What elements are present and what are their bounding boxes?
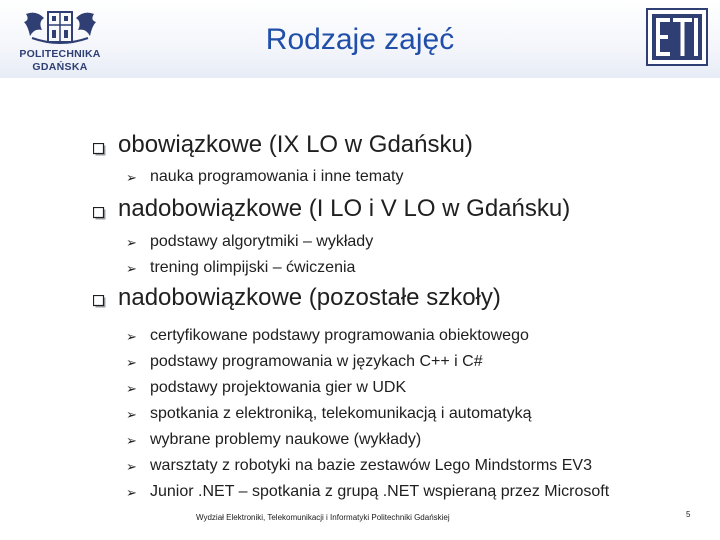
list-item: warsztaty z robotyki na bazie zestawów Lego Mindstorms EV3 [150, 457, 592, 474]
arrow-bullet-icon: ➢ [126, 381, 137, 396]
arrow-bullet-icon: ➢ [126, 459, 137, 474]
section-title: nadobowiązkowe (I LO i V LO w Gdańsku) [118, 195, 571, 222]
footer-text: Wydział Elektroniki, Telekomunikacji i Informatyki Politechniki Gdańskiej [196, 513, 450, 522]
arrow-bullet-icon: ➢ [126, 261, 137, 276]
arrow-bullet-icon: ➢ [126, 433, 137, 448]
checkbox-bullet-icon [93, 143, 106, 156]
list-item: spotkania z elektroniką, telekomunikacją i automatyką [150, 405, 532, 422]
list-item: podstawy algorytmiki – wykłady [150, 233, 374, 250]
logo-line-2: GDAŃSKA [32, 61, 88, 73]
list-item: Junior .NET – spotkania z grupą .NET wspieraną przez Microsoft [150, 483, 610, 500]
checkbox-bullet-icon [93, 295, 106, 308]
list-item: nauka programowania i inne tematy [150, 168, 404, 185]
list-item: podstawy projektowania gier w UDK [150, 379, 407, 396]
list-item: wybrane problemy naukowe (wykłady) [150, 431, 422, 448]
logo-line-1: POLITECHNIKA [19, 48, 101, 60]
list-item: podstawy programowania w językach C++ i C# [150, 353, 483, 370]
checkbox-bullet-icon [93, 207, 106, 220]
section-title: obowiązkowe (IX LO w Gdańsku) [118, 131, 473, 158]
list-item: certyfikowane podstawy programowania obiektowego [150, 327, 529, 344]
arrow-bullet-icon: ➢ [126, 407, 137, 422]
arrow-bullet-icon: ➢ [126, 485, 137, 500]
page-number: 5 [686, 510, 691, 519]
arrow-bullet-icon: ➢ [126, 170, 137, 185]
slide-title: Rodzaje zajęć [265, 23, 455, 56]
arrow-bullet-icon: ➢ [126, 355, 137, 370]
list-item: trening olimpijski – ćwiczenia [150, 259, 356, 276]
section-title: nadobowiązkowe (pozostałe szkoły) [118, 284, 501, 311]
arrow-bullet-icon: ➢ [126, 235, 137, 250]
arrow-bullet-icon: ➢ [126, 329, 137, 344]
